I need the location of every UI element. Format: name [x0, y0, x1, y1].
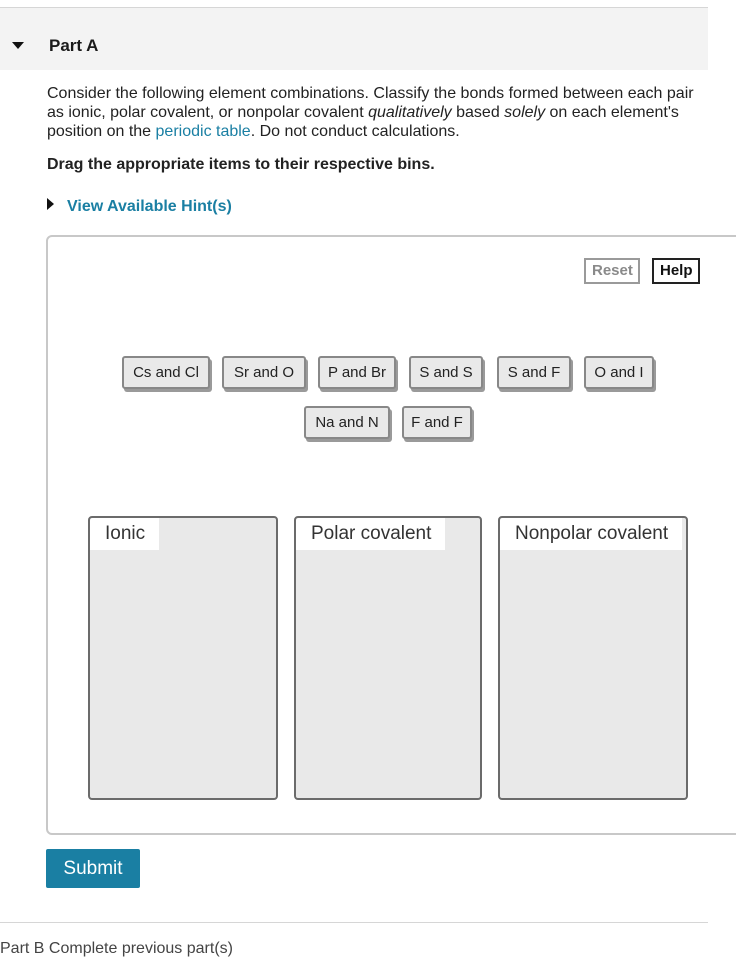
draggable-item[interactable]: Na and N: [304, 406, 390, 439]
draggable-item[interactable]: P and Br: [318, 356, 396, 389]
part-header[interactable]: [0, 8, 708, 70]
bin-label: Polar covalent: [296, 518, 445, 550]
bin-label: Ionic: [90, 518, 159, 550]
help-button[interactable]: Help: [652, 258, 700, 284]
bin-polar-covalent[interactable]: [294, 516, 482, 800]
draggable-item[interactable]: S and S: [409, 356, 483, 389]
prompt-text: Consider the following element combinations. Classify the bonds formed between each pair as ionic, polar covalent, or nonpolar covalent: [47, 85, 694, 121]
question-prompt: [47, 84, 697, 141]
prompt-italic-solely: solely: [504, 104, 546, 121]
bin-nonpolar-covalent[interactable]: [498, 516, 688, 800]
periodic-table-link[interactable]: periodic table: [155, 123, 251, 140]
prompt-text-4: . Do not conduct calculations.: [250, 123, 460, 140]
view-hints-toggle[interactable]: [47, 198, 232, 216]
draggable-item[interactable]: F and F: [402, 406, 472, 439]
prompt-text-2: based: [451, 104, 505, 121]
draggable-item[interactable]: Sr and O: [222, 356, 306, 389]
prompt-text-3: on each element's position on the: [47, 104, 679, 140]
caret-right-icon: [47, 198, 54, 210]
draggable-item[interactable]: S and F: [497, 356, 571, 389]
next-part-header[interactable]: Part B Complete previous part(s): [0, 940, 233, 957]
caret-down-icon[interactable]: [12, 42, 24, 49]
prompt-italic-qualitatively: qualitatively: [368, 104, 452, 121]
reset-button[interactable]: Reset: [584, 258, 640, 284]
part-title: Part A: [49, 36, 99, 55]
bin-ionic[interactable]: [88, 516, 278, 800]
submit-button[interactable]: Submit: [46, 849, 140, 888]
bin-label: Nonpolar covalent: [500, 518, 682, 550]
hint-label: View Available Hint(s): [67, 198, 232, 215]
draggable-item[interactable]: Cs and Cl: [122, 356, 210, 389]
draggable-item[interactable]: O and I: [584, 356, 654, 389]
drag-instruction: Drag the appropriate items to their respective bins.: [47, 156, 435, 173]
bottom-divider: [0, 922, 708, 923]
